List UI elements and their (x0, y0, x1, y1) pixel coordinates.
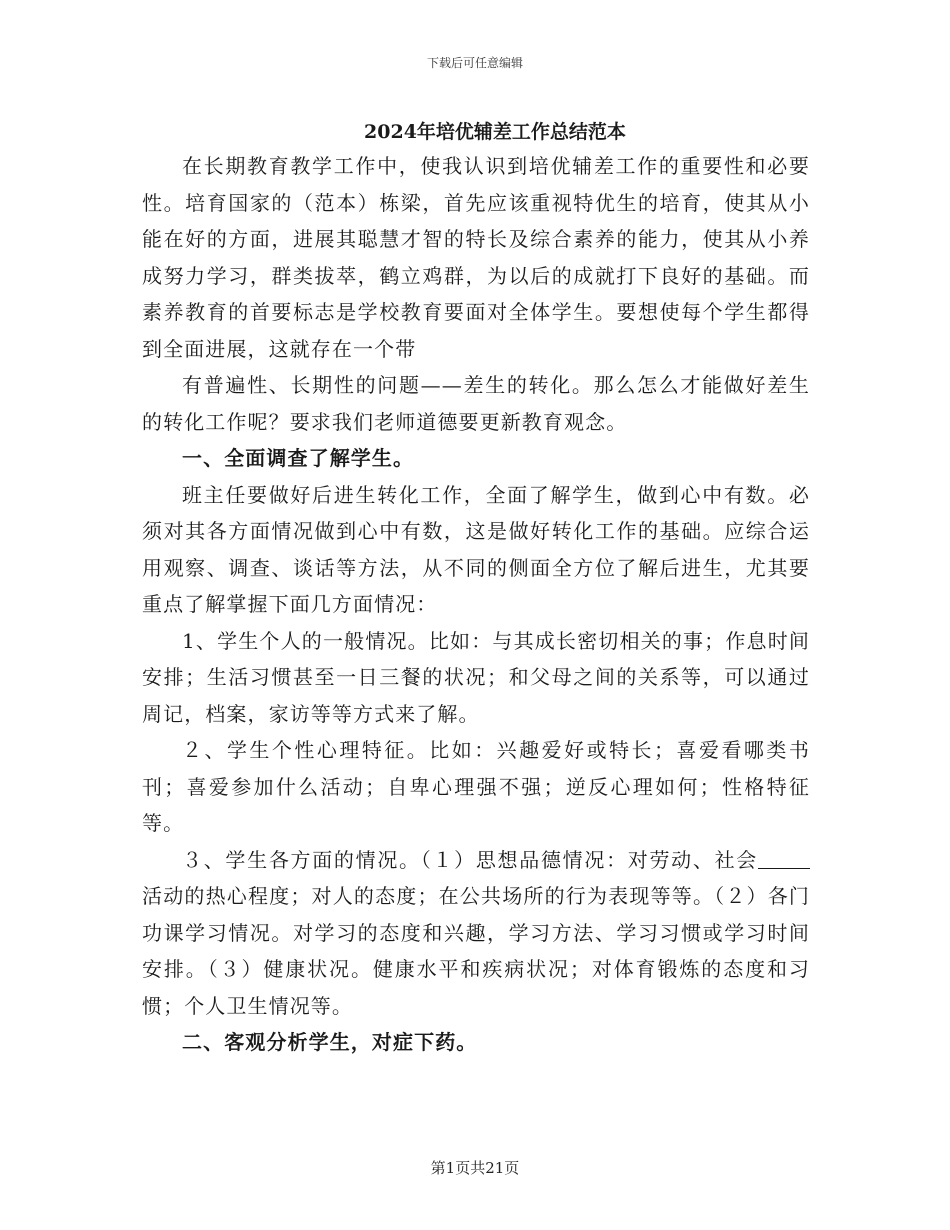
list-item-1: 1、学生个人的一般情况。比如：与其成长密切相关的事；作息时间安排；生活习惯甚至一日三餐的状况；和父母之间的关系等，可以通过周记，档案，家访等等方式来了解。 (142, 628, 810, 726)
list-item-3 (142, 842, 810, 1025)
fill-in-blank (758, 848, 810, 869)
list-item-2: ２、学生个性心理特征。比如：兴趣爱好或特长；喜爱看哪类书刊；喜爱参加什么活动；自卑心理强不强；逆反心理如何；性格特征等。 (142, 738, 810, 835)
section-heading-2: 二、客观分析学生，对症下药。 (182, 1030, 478, 1054)
list-item-3-part-1: ３、学生各方面的情况。（１）思想品德情况：对劳动、社会 (182, 847, 758, 872)
paragraph-section-1: 班主任要做好后进生转化工作，全面了解学生，做到心中有数。必须对其各方面情况做到心中有数，这是做好转化工作的基础。应综合运用观察、调查、谈话等方法，从不同的侧面全方位了解后进生，尤其要重点了解掌握下面几方面情况： (142, 482, 810, 616)
paragraph-intro-continued: 有普遍性、长期性的问题——差生的转化。那么怎么才能做好差生的转化工作呢？要求我们老师道德要更新教育观念。 (142, 373, 810, 434)
document-title: 2024年培优辅差工作总结范本 (364, 121, 626, 143)
page-number: 第1页共21页 (430, 1159, 520, 1177)
section-heading-1: 一、全面调查了解学生。 (182, 446, 415, 470)
document-body (142, 148, 810, 1061)
paragraph-intro: 在长期教育教学工作中，使我认识到培优辅差工作的重要性和必要性。培育国家的（范本）栋梁，首先应该重视特优生的培育，使其从小能在好的方面，进展其聪慧才智的特长及综合素养的能力，使其从小养成努力学习，群类拔萃，鹤立鸡群，为以后的成就打下良好的基础。而素养教育的首要标志是学校教育要面对全体学生。要想使每个学生都得到全面进展，这就存在一个带 (142, 154, 810, 361)
list-item-3-part-2: 活动的热心程度；对人的态度；在公共场所的行为表现等等。（２）各门功课学习情况。对学习的态度和兴趣，学习方法、学习习惯或学习时间安排。（３）健康状况。健康水平和疾病状况；对体育锻炼的态度和习惯；个人卫生情况等。 (142, 884, 810, 1018)
page-header-note: 下载后可任意编辑 (426, 56, 523, 70)
